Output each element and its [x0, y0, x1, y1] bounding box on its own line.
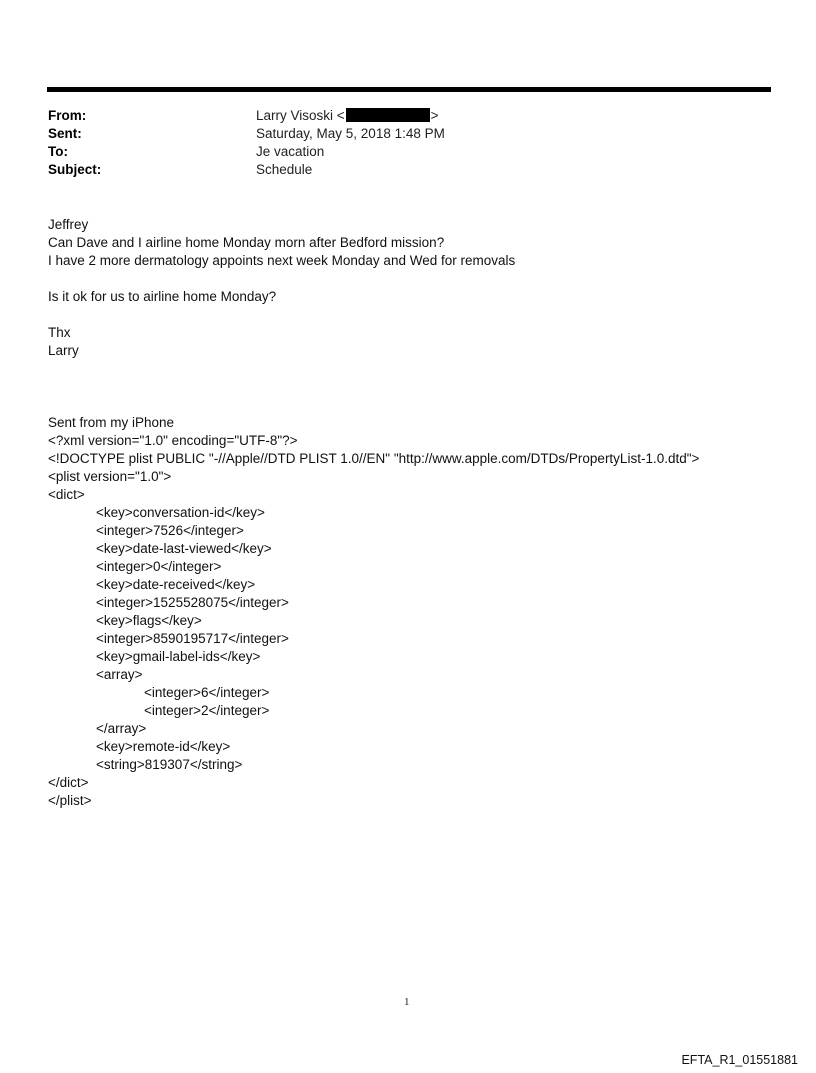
body-line: Can Dave and I airline home Monday morn after Bedford mission?	[48, 235, 445, 250]
plist-line: <array>	[96, 667, 143, 682]
from-close: >	[430, 108, 439, 123]
plist-line: <key>remote-id</key>	[96, 739, 231, 754]
email-body	[48, 216, 788, 810]
page-number: 1	[404, 996, 410, 1008]
plist-line: <key>date-received</key>	[96, 577, 256, 592]
plist-line: <integer>8590195717</integer>	[96, 631, 289, 646]
subject-row	[48, 161, 748, 179]
plist-line: <key>date-last-viewed</key>	[96, 541, 272, 556]
document-id: EFTA_R1_01551881	[681, 1053, 798, 1067]
subject-label: Subject:	[48, 162, 102, 177]
plist-line: <key>flags</key>	[96, 613, 202, 628]
plist-line: <?xml version="1.0" encoding="UTF-8"?>	[48, 433, 298, 448]
plist-line: <dict>	[48, 487, 85, 502]
from-row	[48, 107, 748, 125]
body-question: Is it ok for us to airline home Monday?	[48, 289, 277, 304]
sent-label: Sent:	[48, 126, 82, 141]
closing-thanks: Thx	[48, 325, 71, 340]
sent-from-line: Sent from my iPhone	[48, 415, 175, 430]
plist-line: </dict>	[48, 775, 89, 790]
email-header	[48, 107, 748, 179]
header-rule	[47, 87, 771, 92]
to-value: Je vacation	[256, 144, 325, 159]
plist-line: <key>conversation-id</key>	[96, 505, 265, 520]
plist-line: <key>gmail-label-ids</key>	[96, 649, 261, 664]
body-line: I have 2 more dermatology appoints next week Monday and Wed for removals	[48, 253, 516, 268]
plist-line: </array>	[96, 721, 147, 736]
sent-value: Saturday, May 5, 2018 1:48 PM	[256, 126, 445, 141]
plist-line: <string>819307</string>	[96, 757, 243, 772]
sent-row	[48, 125, 748, 143]
plist-line: <integer>6</integer>	[144, 685, 270, 700]
plist-line: <integer>1525528075</integer>	[96, 595, 289, 610]
from-value	[256, 107, 439, 125]
plist-line: </plist>	[48, 793, 92, 808]
from-label: From:	[48, 108, 87, 123]
to-label: To:	[48, 144, 68, 159]
subject-value: Schedule	[256, 162, 313, 177]
plist-line: <plist version="1.0">	[48, 469, 172, 484]
plist-line: <integer>7526</integer>	[96, 523, 244, 538]
signature: Larry	[48, 343, 79, 358]
redaction-box	[346, 108, 430, 122]
plist-line: <!DOCTYPE plist PUBLIC "-//Apple//DTD PLIST 1.0//EN" "http://www.apple.com/DTDs/PropertyList-1.0.dtd">	[48, 451, 700, 466]
to-row	[48, 143, 748, 161]
plist-line: <integer>0</integer>	[96, 559, 222, 574]
plist-line: <integer>2</integer>	[144, 703, 270, 718]
from-name: Larry Visoski <	[256, 108, 345, 123]
greeting: Jeffrey	[48, 217, 89, 232]
